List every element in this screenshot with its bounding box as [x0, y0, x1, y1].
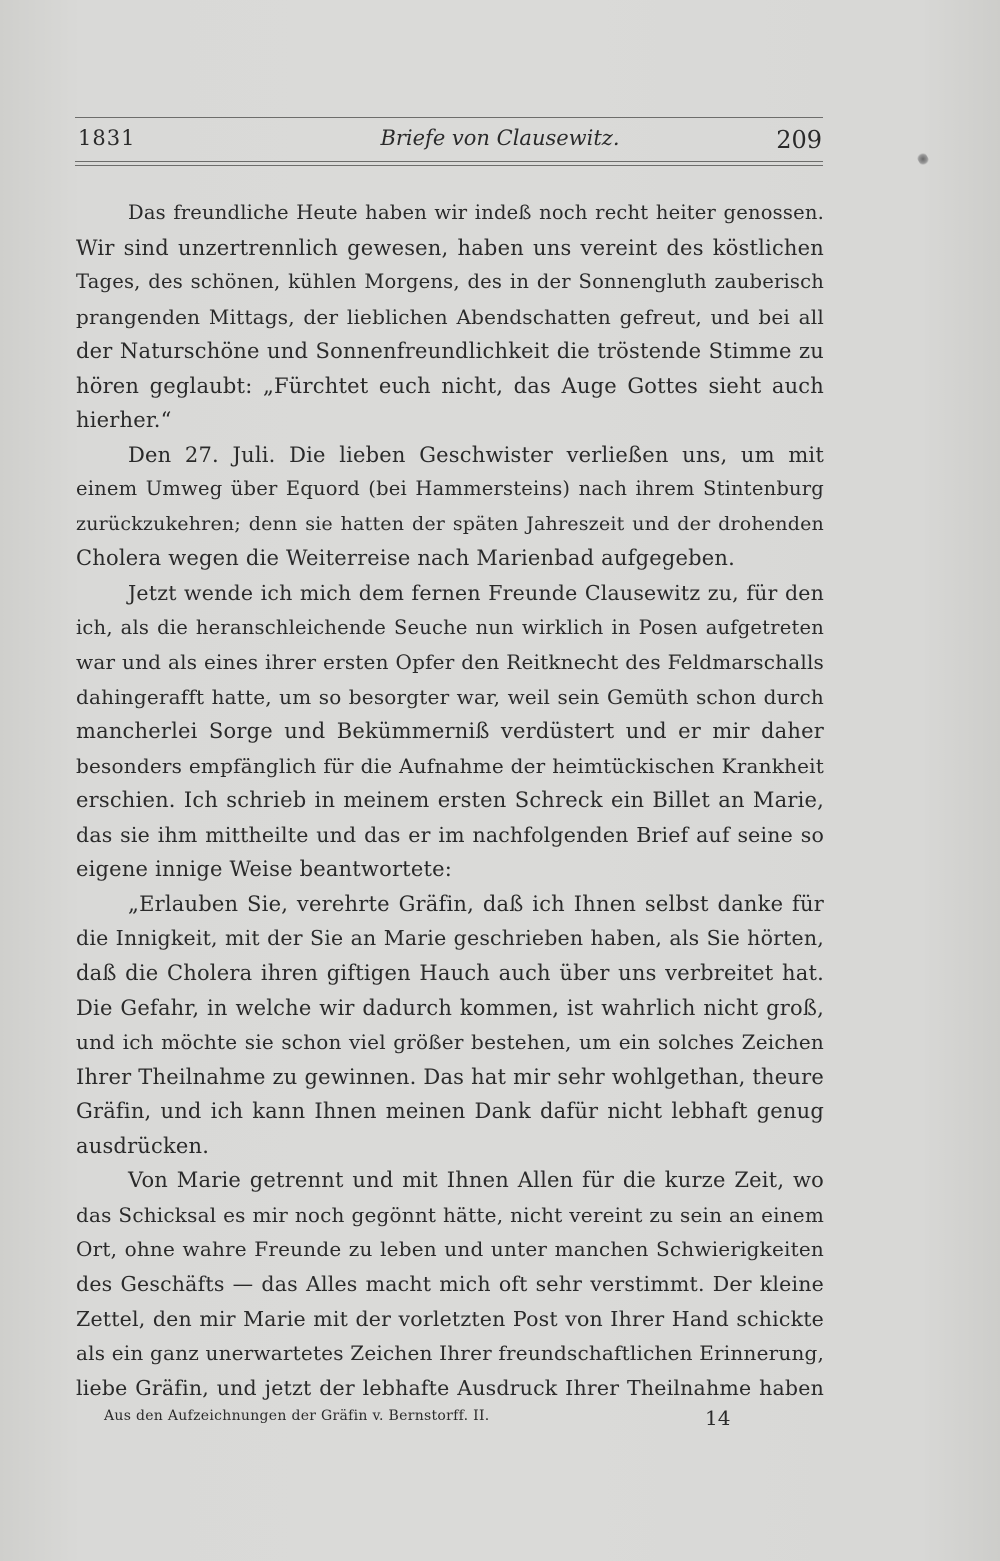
- text-line: ausdrücken.: [76, 1133, 210, 1158]
- header-rule-bottom-double: [75, 165, 823, 166]
- text-line: Ort, ohne wahre Freunde zu leben und unter manchen Schwierigkeiten: [76, 1237, 824, 1262]
- text-line: Cholera wegen die Weiterreise nach Marienbad aufgegeben.: [76, 546, 735, 571]
- text-line: Jetzt wende ich mich dem fernen Freunde Clausewitz zu, für den: [128, 581, 824, 606]
- text-line: erschien. Ich schrieb in meinem ersten Schreck ein Billet an Marie,: [76, 788, 824, 813]
- text-line: die Innigkeit, mit der Sie an Marie geschrieben haben, als Sie hörten,: [76, 926, 824, 951]
- text-line: Von Marie getrennt und mit Ihnen Allen für die kurze Zeit, wo: [128, 1168, 824, 1193]
- text-line: Den 27. Juli. Die lieben Geschwister verließen uns, um mit: [128, 442, 824, 467]
- text-line: besonders empfänglich für die Aufnahme der heimtückischen Krankheit: [76, 753, 824, 778]
- text-line: eigene innige Weise beantwortete:: [76, 857, 452, 882]
- text-line: mancherlei Sorge und Bekümmerniß verdüstert und er mir daher: [76, 719, 824, 744]
- text-line: des Geschäfts — das Alles macht mich oft sehr verstimmt. Der kleine: [76, 1271, 824, 1296]
- text-line: einem Umweg über Equord (bei Hammersteins) nach ihrem Stintenburg: [76, 477, 824, 501]
- text-line: dahingerafft hatte, um so besorgter war, weil sein Gemüth schon durch: [76, 684, 824, 709]
- text-line: Zettel, den mir Marie mit der vorletzten Post von Ihrer Hand schickte: [76, 1306, 824, 1331]
- page-number: 209: [776, 126, 822, 154]
- text-line: Gräfin, und ich kann Ihnen meinen Dank dafür nicht lebhaft genug: [76, 1099, 824, 1124]
- text-line: Das freundliche Heute haben wir indeß noch recht heiter genossen.: [128, 201, 824, 224]
- text-line: war und als eines ihrer ersten Opfer den Reitknecht des Feldmarschalls: [76, 650, 824, 675]
- text-line: hierher.“: [76, 408, 172, 433]
- text-line: daß die Cholera ihren giftigen Hauch auch über uns verbreitet hat.: [76, 961, 824, 986]
- text-line: zurückzukehren; denn sie hatten der späten Jahreszeit und der drohenden: [76, 512, 824, 535]
- text-line: Tages, des schönen, kühlen Morgens, des in der Sonnengluth zauberisch: [76, 270, 824, 294]
- text-line: Ihrer Theilnahme zu gewinnen. Das hat mir sehr wohlgethan, theure: [76, 1064, 824, 1089]
- running-title: Briefe von Clausewitz.: [380, 126, 620, 150]
- text-line: „Erlauben Sie, verehrte Gräfin, daß ich Ihnen selbst danke für: [128, 891, 824, 916]
- text-line: prangenden Mittags, der lieblichen Abendschatten gefreut, und bei all: [76, 304, 824, 329]
- header-rule-top: [75, 117, 823, 118]
- text-line: als ein ganz unerwartetes Zeichen Ihrer freundschaftlichen Erinnerung,: [76, 1341, 825, 1366]
- header-rule-bottom: [75, 161, 823, 162]
- text-line: das Schicksal es mir noch gegönnt hätte, nicht vereint zu sein an einem: [76, 1202, 824, 1227]
- header-year: 1831: [78, 126, 136, 150]
- text-line: liebe Gräfin, und jetzt der lebhafte Ausdruck Ihrer Theilnahme haben: [76, 1375, 824, 1400]
- body-text: [76, 196, 824, 1405]
- text-line: Die Gefahr, in welche wir dadurch kommen, ist wahrlich nicht groß,: [76, 995, 824, 1020]
- text-line: das sie ihm mittheilte und das er im nachfolgenden Brief auf seine so: [76, 822, 824, 847]
- text-line: hören geglaubt: „Fürchtet euch nicht, das Auge Gottes sieht auch: [76, 373, 824, 398]
- text-line: und ich möchte sie schon viel größer bestehen, um ein solches Zeichen: [76, 1030, 824, 1055]
- signature-mark: 14: [705, 1406, 731, 1430]
- paper-speck: [915, 150, 931, 167]
- footer-source: Aus den Aufzeichnungen der Gräfin v. Bernstorff. II.: [104, 1408, 490, 1424]
- text-line: ich, als die heranschleichende Seuche nun wirklich in Posen aufgetreten: [76, 615, 824, 639]
- text-line: Wir sind unzertrennlich gewesen, haben uns vereint des köstlichen: [76, 235, 824, 260]
- text-line: der Naturschöne und Sonnenfreundlichkeit die tröstende Stimme zu: [76, 339, 824, 364]
